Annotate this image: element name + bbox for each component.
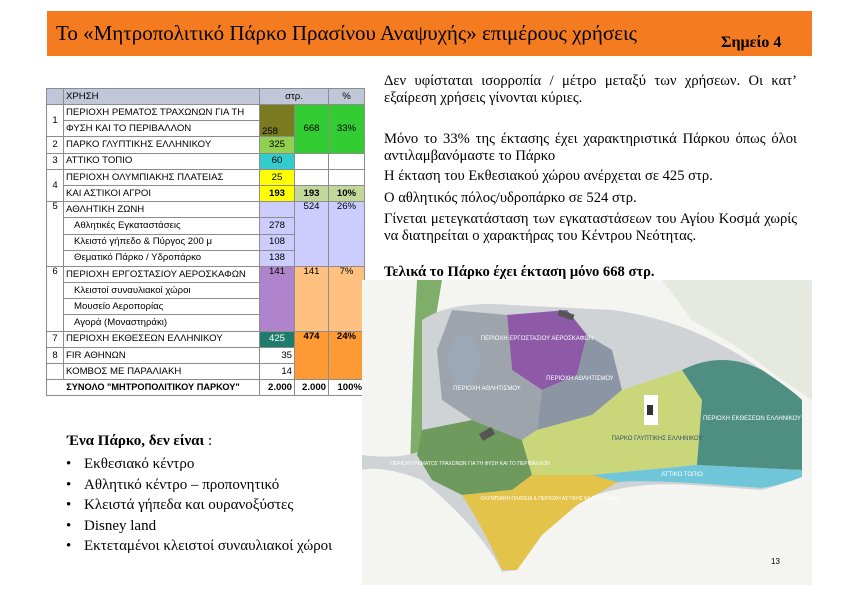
group-pct-cell: 33% [329,105,365,154]
area-cell: 141 [260,266,295,331]
table-row: Κλειστοί συναυλιακοί χώροι [47,283,365,299]
table-row: 2 ΠΑΡΚΟ ΓΛΥΠΤΙΚΗΣ ΕΛΛΗΝΙΚΟΥ 325 [47,137,365,153]
map-label-sculpture: ΠΑΡΚΟ ΓΛΥΠΤΙΚΗΣ ΕΛΛΗΝΙΚΟΥ [611,436,703,442]
list-item: • Εκτεταμένοι κλειστοί συναυλιακοί χώροι [66,536,332,557]
group-pct-cell: 10% [329,185,365,201]
usage-table [46,88,365,396]
area-cell: 25 [260,169,295,185]
table-row: 6 ΠΕΡΙΟΧΗ ΕΡΓΟΣΤΑΣΙΟΥ ΑΕΡΟΣΚΑΦΩΝ 141 141 7% [47,266,365,282]
paragraph-sport: Ο αθλητικός πόλος/υδροπάρκο σε 524 στρ. [384,190,637,206]
group-pct-cell: 7% [329,266,365,331]
area-cell: 325 [260,137,295,153]
group-area-cell: 193 [295,185,329,201]
title-bar [47,11,812,56]
paragraph-33pct: Μόνο το 33% της έκτασης έχει χαρακτηριστικά Πάρκου όπως όλοι αντιλαμβανόμαστε το Πάρκο [384,131,797,164]
area-cell: 60 [260,153,295,169]
table-row: 4 ΠΕΡΙΟΧΗ ΟΛΥΜΠΙΑΚΗΣ ΠΛΑΤΕΙΑΣ 25 [47,169,365,185]
table-row: 5 ΑΘΛΗΤΙΚΗ ΖΩΝΗ 524 26% [47,202,365,218]
group-area-cell: 141 [295,266,329,331]
map-label-olympic: ΟΛΥΜΠΙΑΚΗ ΠΛΑΤΕΙΑ & ΠΕΡΙΟΧΗ ΑΣΤΙΚΗΣ ΚΑΛΛΙΕΡΓΕΙΑΣ [480,496,620,502]
page-number: 13 [771,557,780,566]
table-header-row [47,89,365,105]
park-list [66,454,332,557]
building-block [647,405,653,415]
map-label-sport-2: ΠΕΡΙΟΧΗ ΑΘΛΗΤΙΣΜΟΥ [546,376,614,382]
table-row: 3 ΑΤΤΙΚΟ ΤΟΠΙΟ 60 [47,153,365,169]
page-title: Το «Μητροπολιτικό Πάρκο Πρασίνου Αναψυχής» επιμέρους χρήσεις [56,21,637,45]
table-row: 7 ΠΕΡΙΟΧΗ ΕΚΘΕΣΕΩΝ ΕΛΛΗΝΙΚΟΥ 425 474 24% [47,331,365,347]
area-cell: 425 [260,331,295,347]
table-row: Αθλητικές Εγκαταστάσεις 278 [47,218,365,234]
list-item: • Εκθεσιακό κέντρο [66,454,332,475]
group-area-cell: 474 [295,331,329,380]
table-row: ΚΑΙ ΑΣΤΙΚΟΙ ΑΓΡΟΙ 193 193 10% [47,185,365,201]
table-row: Κλειστό γήπεδο & Πύργος 200 μ 108 [47,234,365,250]
paragraph-balance: Δεν υφίσταται ισορροπία / μέτρο μεταξύ των χρήσεων. Οι κατ’ εξαίρεση χρήσεις γίνονται κύριες. [384,73,797,106]
header-pct: % [329,89,365,105]
list-item: • Disney land [66,516,332,537]
header-area: στρ. [260,89,329,105]
map-label-sport-1: ΠΕΡΙΟΧΗ ΑΘΛΗΤΙΣΜΟΥ [453,386,521,392]
area-cell: 193 [260,185,295,201]
map-label-attic: ΑΤΤΙΚΟ ΤΟΠΙΟ [661,472,703,478]
park-list-title: Ένα Πάρκο, δεν είναι : [67,433,213,449]
table-total-row: ΣΥΝΟΛΟ "ΜΗΤΡΟΠΟΛΙΤΙΚΟΥ ΠΑΡΚΟΥ" 2.000 2.000 100% [47,380,365,396]
table-row: 1 ΠΕΡΙΟΧΗ ΡΕΜΑΤΟΣ ΤΡΑΧΩΝΩΝ ΓΙΑ ΤΗ 258 668 33% [47,105,365,121]
group-pct-cell: 26% [329,202,365,267]
paragraph-conclusion: Τελικά το Πάρκο έχει έκταση μόνο 668 στρ. [384,264,655,280]
list-item: • Αθλητικό κέντρο – προπονητικό [66,475,332,496]
map-label-exhibition: ΠΕΡΙΟΧΗ ΕΚΘΕΣΕΩΝ ΕΛΛΗΝΙΚΟΥ [702,416,802,422]
table-row: Μουσείο Αεροπορίας [47,299,365,315]
paragraph-relocation: Γίνεται μετεγκατάσταση των εγκαταστάσεων του Αγίου Κοσμά χωρίς να διατηρείται ο χαρακτήρας του Κέντρου Νεότητας. [384,211,797,244]
table-row: ΦΥΣΗ ΚΑΙ ΤΟ ΠΕΡΙΒΑΛΛΟΝ [47,121,365,137]
park-map [362,280,812,585]
table-row: ΚΟΜΒΟΣ ΜΕ ΠΑΡΑΛΙΑΚΗ 14 [47,364,365,380]
table-row: Αγορά (Μοναστηράκι) [47,315,365,331]
group-area-cell: 668 [295,105,329,154]
group-area-cell: 524 [295,202,329,267]
area-cell: 258 [260,105,295,137]
area-cell: 14 [260,364,295,380]
table-row: 8 FIR ΑΘΗΝΩΝ 35 [47,347,365,363]
paragraph-exhibition: Η έκταση του Εκθεσιακού χώρου ανέρχεται σε 425 στρ. [384,168,713,184]
group-pct-cell: 24% [329,331,365,380]
map-label-factory: ΠΕΡΙΟΧΗ ΕΡΓΟΣΤΑΣΙΟΥ ΑΕΡΟΣΚΑΦΩΝ [480,336,594,342]
list-item: • Κλειστά γήπεδα και ουρανοξύστες [66,495,332,516]
point-label: Σημείο 4 [721,34,782,51]
table-row: Θεματικό Πάρκο / Υδροπάρκο 138 [47,250,365,266]
lake [448,334,480,386]
area-cell: 35 [260,347,295,363]
map-label-stream: ΠΕΡΙΟΧΗ ΡΕΜΑΤΟΣ ΤΡΑΧΩΝΩΝ ΓΙΑ ΤΗ ΦΥΣΗ ΚΑΙ ΤΟ ΠΕΡΙΒΑΛΛΟΝ [390,461,550,467]
header-use: ΧΡΗΣΗ [64,89,260,105]
